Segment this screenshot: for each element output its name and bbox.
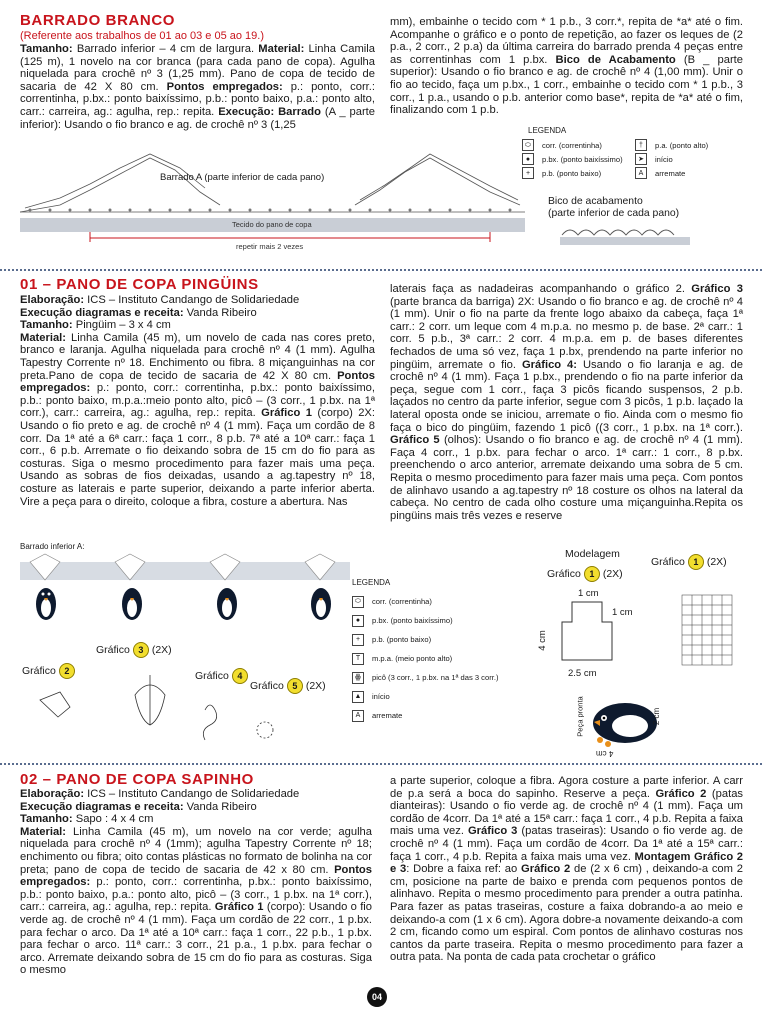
pinguins-text-col1: Elaboração: ICS – Instituto Candango de Solidariedade Execução diagramas e receita: Vanda Ribeiro Tamanho: Pingüim – 3 x 4 cm Material: Linha Camila (45 m), um novelo de cada nas cores preto, branco e laranja. Agulha niquelada para crochê nº 4 (1 mm). Agulha Tapestry Corrente nº 18. Enchimento ou fibra. 8 miçanguinhas na cor preta.Pano de copa de tecido de sacaria de 42 X 80 cm. Pontos empregados: p.: ponto, corr.: correntinha, p.bx.: ponto baixíssimo, p.b.: ponto baixo, m.p.a.:meio ponto alto, picô – (3 corr., 1 p.bx. na 1ª corr.), carr.: carreira, ag.: agulha, rep.: repita. Gráfico 1 (corpo) 2X: Usando o fio preto e ag. de crochê nº 4 (1 mm). Faça um cordão de 8 corr. Da 1ª até a 6ª carr.: faça 1 corr., 8 p.b. 7ª até a 10ª carr.: faça 1 corr., 6 p.b. Arremate o fio deixando sobra de 15 cm do fio para as costuras. Siga o mesmo procedimento para fazer mais uma peça. Usando as sobras de fios deixadas, usando a ag.tapestry nº 18, costure as laterais e parte superior, deixando a parte inferior aberta. Vire a peça para o direito, coloque a fibra, costure a abertura. Nas (20, 294, 375, 508)
legend-2 (352, 592, 532, 725)
legend-item: ꙮ picô (3 corr., 1 p.bx. na 1ª das 3 corr.) (352, 668, 532, 687)
legend-item: A arremate (352, 706, 532, 725)
sapinho-text-col1: Elaboração: ICS – Instituto Candango de Solidariedade Execução diagramas e receita: Vanda Ribeiro Tamanho: Sapo : 4 x 4 cm Material: Linha Camila (45 m), um novelo na cor verde; agulha niquelada para crochê nº 4 (1mm); agulha Tapestry Corrente nº 18; enchimento ou fibra; oito contas plásticas no formato de bolinha na cor preta; pano de copa de tecido de sacaria de 42 x 80 cm. Pontos empregados: p.: ponto, corr.: correntinha, p.bx.: ponto baixíssimo, p.b.: ponto baixo, p.a.: ponto alto, picô – (3 corr., 1 p.bx. na 1ª corr.), carr.: carreira, ag.: agulha, rep.: repita. Gráfico 1 (corpo): Usando o fio verde ag. de crochê nº 4 (1 mm). Faça um cordão de 22 corr., 1 p.bx. para fechar o arco. Da 1ª até a 10ª carr.: faça 1 corr., 22 p.b., 1 p.bx. para fechar o arco. 11ª carr.: 3 corr., 21 p.a., 1 p.bx. para fechar o arco. Arremate deixando sobra de 15 cm do fio para as costuras. Siga o mesmo (20, 788, 373, 977)
legend-item: ⬭ corr. (correntinha) (352, 592, 532, 611)
legend-item: ➤ início (635, 152, 745, 166)
single-crochet-icon: + (352, 634, 364, 646)
legend-1-right (635, 138, 745, 180)
modelagem-title: Modelagem (565, 548, 620, 560)
single-crochet-icon: + (522, 167, 534, 179)
bico-label-2: (parte inferior de cada pano) (548, 208, 680, 219)
bico-diagram (560, 225, 690, 247)
divider (0, 763, 762, 765)
penguin-icon (36, 588, 56, 620)
grafico-3-label: Gráfico 3 (2X) (96, 644, 172, 656)
start-arrow-icon: ▲ (352, 691, 364, 703)
grafico-5-label: Gráfico 5 (2X) (250, 680, 326, 692)
dim-4cm: 4 cm (536, 630, 548, 651)
grafico-2-label: Gráfico 2 (22, 663, 75, 679)
section-title-pinguins: 01 – PANO DE COPA PINGÜINS (20, 276, 259, 293)
pinguins-text-col2: laterais faça as nadadeiras acompanhando o gráfico 2. Gráfico 3 (parte branca da barriga) 2X: Usando o fio branco e ag. de crochê nº 4 (1 mm). Unir o fio na parte da frente logo abaixo da cabeça, faça 1ª carr.: 2 corr. um leque com 4 m.p.a. no mesmo p. de base. 2ª carr.: 1 corr. 5 p.b., 3ª carr.: 2 corr. 4 m.p.a. em p. de bases diferentes fechados de uma só vez, faça 1 p.bx, prendendo na parte inferior no pingüim, arremate o fio. Gráfico 4: Usando o fio laranja e ag. de crochê nº 4 (1 mm). Faça 1 p.bx., prendendo o fio na parte inferior da peça, segue com 1 corr., faça 3 picôs ficando suspensos, 2 p.b. laçados no centro da parte inferior, segue com 3 picôs, 1 p.b. laçado la lateral oposta onde se iniciou, arremate o fio. Ainda com o mesmo fio faça o bico do pingüim, fazendo 1 picô ((3 corr., 1 p.bx. na 1ª corr.). Gráfico 5 (olhos): Usando o fio branco e ag. de crochê nº 4 (1 mm). Faça 4 corr., 1 p.bx. para fechar o arco. 1ª carr.: 1 corr., 8 p.bx. preenchendo o arco anterior, arremate deixando uma sobra de 5 cm. Repita o mesmo procedimento para fazer mais uma peça. Com pontos de alinhavo usando a ag.tapestry nº 18 costure os olhos na lateral da cabeça. No centro de cada olho costure uma miçanguinha.Repita os pingüins mais três vezes e reserve (390, 283, 744, 522)
peca-pronta-label: Peça pronta (575, 696, 585, 737)
legend-item: A arremate (635, 166, 745, 180)
grafico-1-label: Gráfico 1 (2X) (651, 556, 727, 568)
fabric-label: Tecido do pano de copa (232, 220, 312, 229)
slip-stitch-icon: ● (352, 615, 364, 627)
legend-1-title: LEGENDA (528, 126, 567, 135)
chain-icon: ⬭ (522, 139, 534, 151)
barrado-a-label: Barrado A (parte inferior de cada pano) (160, 172, 325, 183)
section-title-barrado-branco: BARRADO BRANCO (20, 12, 176, 29)
legend-1-left (522, 138, 624, 180)
finish-icon: A (635, 167, 647, 179)
graficos-diagrams (20, 660, 340, 755)
legend-item: ● p.bx. (ponto baixíssimo) (522, 152, 624, 166)
grafico-1-grid (672, 575, 742, 675)
legend-item: ▲ início (352, 687, 532, 706)
legend-item: † p.a. (ponto alto) (635, 138, 745, 152)
dim-2cm: 2 cm (652, 707, 662, 726)
finish-icon: A (352, 710, 364, 722)
modelagem-shape (550, 590, 640, 670)
dim-1cm-top: 1 cm (578, 588, 599, 599)
barrado-a-diagram (20, 150, 525, 255)
legend-item: + p.b. (ponto baixo) (522, 166, 624, 180)
legend-item: ● p.bx. (ponto baixíssimo) (352, 611, 532, 630)
double-crochet-icon: † (635, 139, 647, 151)
legend-item: ⬭ corr. (correntinha) (522, 138, 624, 152)
grafico-4-label: Gráfico 4 (195, 668, 248, 684)
dim-1cm-side: 1 cm (612, 607, 633, 618)
repeat-label: repetir mais 2 vezes (236, 242, 304, 251)
legend-2-title: LEGENDA (352, 578, 391, 587)
barrado-inferior-label: Barrado inferior A: (20, 542, 85, 551)
barrado-text-col1: Tamanho: Barrado inferior – 4 cm de largura. Material: Linha Camila (125 m), 1 novelo na cor branca (para cada pano de copa). Agulha niquelada para crochê nº 3 (1,25 mm). Pano de copa de tecido de sacaria de 42 X 80 cm. Pontos empregados: p.: ponto, corr.: correntinha, p.bx.: ponto baixíssimo, p.b.: ponto baixo, p.a.: ponto alto, carr.: carreira, ag.: agulha, rep.: repita. Execução: Barrado (A _ parte inferior): Usando o fio branco e ag. de crochê nº 3 (1,25 (20, 43, 376, 131)
divider (0, 269, 762, 271)
penguin-finished-illustration (570, 688, 690, 758)
legend-item: T m.p.a. (meio ponto alto) (352, 649, 532, 668)
picot-icon: ꙮ (352, 672, 364, 684)
dim-2-5cm: 2.5 cm (568, 668, 597, 679)
section-reference: (Referente aos trabalhos de 01 ao 03 e 05 ao 19.) (20, 30, 265, 42)
barrado-text-col2: mm), embainhe o tecido com * 1 p.b., 3 corr.*, repita de *a* até o fim. Acompanhe o gráfico e o ponto de repetição, ao fazer os leques de (2 p.a., 2 corr., 2 p.a) da última carreira do barrado prenda 4 peças entre as correntinhas com 1 p.bx. Bico de Acabamento (B _ parte superior): Usando o fio branco e ag. de crochê nº 4 (1,00 mm). Unir o fio ao tecido, faça um p.bx., 1 corr., embainhe o tecido com * 1 p.b., 3 corr., 1 p.a., usando o p.b. anterior como base*, repita de *a* até o fim, finalizando com 1 p.b. (390, 16, 744, 117)
modelagem-grafico-1: Gráfico 1 (2X) (547, 568, 623, 580)
bico-label-1: Bico de acabamento (548, 196, 643, 207)
slip-stitch-icon: ● (522, 153, 534, 165)
chain-icon: ⬭ (352, 596, 364, 608)
sapinho-text-col2: a parte superior, coloque a fibra. Agora costure a parte inferior. A carr de p.a será a boca do sapinho. Reserve a peça. Gráfico 2 (patas dianteiras): Usando o fio verde ag. de crochê nº 4 (1 mm). Faça um cordão de 4corr. Da 1ª até a 15ª carr.: faça 1 corr., 4 p.b. Repita a faixa mais uma vez. Gráfico 3 (patas traseiras): Usando o fio verde ag. de crochê nº 4 (1 mm). Faça um cordão de 4corr. Da 1ª até a 15ª carr.: faça 1 corr., 4 p.b. Repita a faixa mais uma vez. Montagem Gráfico 2 e 3: Dobre a faixa ref: ao Gráfico 2 de (2 x 6 cm) , deixando-a com 2 cm, posicione na parte de baixo e prenda com pequenos pontos de alinhavo. Repita o mesmo procedimento para prender a outra patinha. Para fazer as patas traseiras, costure a faixa dobrando-a ao meio e deixando-a com (1 x 6 cm). Agora dobre-a novamente deixando-a com 2 cm, ficando como um espiral. Com pontos de alinhavo costuras nos cantos da parte traseira. Repita o mesmo procedimento para fazer a outra pata. Na ponta de cada pata crochetar o gráfico (390, 775, 744, 964)
start-arrow-icon: ➤ (635, 153, 647, 165)
half-double-icon: T (352, 653, 364, 665)
dim-4cm-bottom: 4 cm (596, 749, 614, 758)
page-number: 04 (367, 987, 387, 1007)
legend-item: + p.b. (ponto baixo) (352, 630, 532, 649)
section-title-sapinho: 02 – PANO DE COPA SAPINHO (20, 771, 254, 788)
penguins-border-diagram (20, 552, 350, 632)
